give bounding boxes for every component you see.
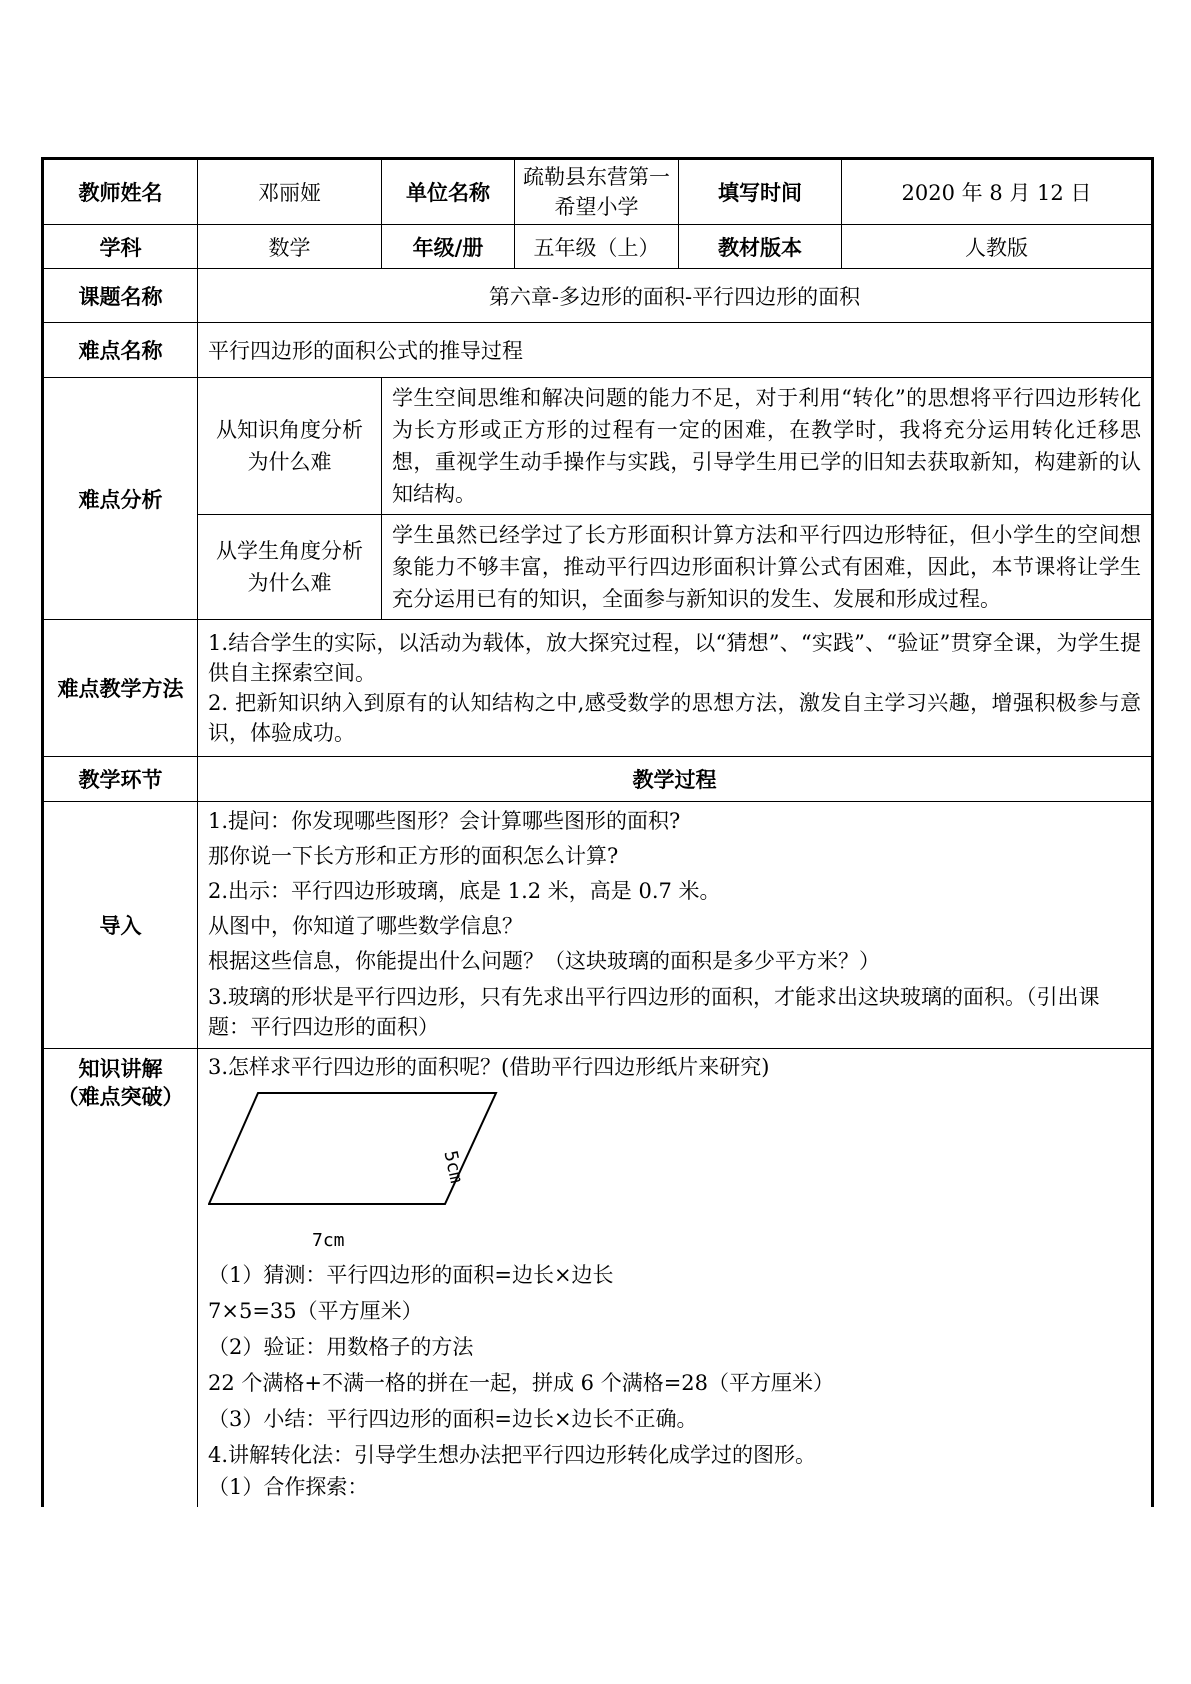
difficulty-label: 难点名称 (43, 323, 198, 378)
knowledge-content (198, 1049, 1153, 1508)
topic-label: 课题名称 (43, 269, 198, 323)
difficulty-value: 平行四边形的面积公式的推导过程 (198, 323, 1153, 378)
analysis-row-student (43, 515, 1153, 620)
fill-date-value: 2020 年 8 月 12 日 (842, 159, 1153, 225)
knowledge-line-2: 7×5=35（平方厘米） (208, 1299, 423, 1323)
knowledge-line-4: 22 个满格+不满一格的拼在一起，拼成 6 个满格=28（平方厘米） (208, 1371, 835, 1395)
intro-line-2: 那你说一下长方形和正方形的面积怎么计算? (208, 844, 619, 868)
intro-line-6: 3.玻璃的形状是平行四边形，只有先求出平行四边形的面积，才能求出这块玻璃的面积。（引出课题：平行四边形的面积） (208, 985, 1100, 1039)
method-row (43, 620, 1153, 757)
intro-line-4: 从图中，你知道了哪些数学信息？ (208, 914, 523, 938)
parallelogram-svg (208, 1085, 528, 1257)
knowledge-row (43, 1049, 1153, 1508)
student-angle-label (198, 515, 382, 620)
student-angle-line-2: 为什么难 (247, 571, 332, 595)
student-angle-line-1: 从学生角度分析 (216, 539, 363, 563)
intro-row (43, 802, 1153, 1049)
subject-value: 数学 (198, 225, 382, 269)
knowledge-angle-line-1: 从知识角度分析 (216, 418, 363, 442)
knowledge-label-line-1: 知识讲解 (78, 1057, 163, 1081)
knowledge-label-line-2: （难点突破） (57, 1085, 184, 1109)
grade-label: 年级/册 (382, 225, 515, 269)
knowledge-line-5: （3）小结：平行四边形的面积=边长×边长不正确。 (208, 1407, 698, 1431)
parallelogram-shape (209, 1093, 496, 1204)
knowledge-question: 3.怎样求平行四边形的面积呢？(借助平行四边形纸片来研究) (208, 1055, 770, 1079)
unit-name-line-2: 希望小学 (554, 195, 639, 219)
knowledge-angle-line-2: 为什么难 (247, 450, 332, 474)
knowledge-line-7: （1）合作探索： (208, 1475, 369, 1499)
knowledge-line-6: 4.讲解转化法：引导学生想办法把平行四边形转化成学过的图形。 (208, 1443, 817, 1467)
edition-label: 教材版本 (679, 225, 842, 269)
edition-value: 人教版 (842, 225, 1153, 269)
knowledge-line-3: （2）验证：用数格子的方法 (208, 1335, 474, 1359)
subject-label: 学科 (43, 225, 198, 269)
knowledge-line-1: （1）猜测：平行四边形的面积=边长×边长 (208, 1263, 614, 1287)
lesson-plan-table (41, 157, 1154, 1507)
student-angle-text: 学生虽然已经学过了长方形面积计算方法和平行四边形特征，但小学生的空间想象能力不够丰富，推动平行四边形面积计算公式有困难，因此，本节课将让学生充分运用已有的知识，全面参与新知识的发生、发展和形成过程。 (382, 515, 1153, 620)
lesson-plan-sheet (41, 157, 1151, 1507)
grade-value: 五年级（上） (515, 225, 679, 269)
header-row-1 (43, 159, 1153, 225)
side-length-label: 5cm (439, 1148, 467, 1185)
intro-line-5: 根据这些信息，你能提出什么问题？（这块玻璃的面积是多少平方米？） (208, 949, 880, 973)
method-content (198, 620, 1153, 757)
topic-value: 第六章-多边形的面积-平行四边形的面积 (198, 269, 1153, 323)
knowledge-angle-text: 学生空间思维和解决问题的能力不足，对于利用“转化”的思想将平行四边形转化为长方形或正方形的过程有一定的困难，在教学时，我将充分运用转化迁移思想，重视学生动手操作与实践，引导学生用已学的旧知去获取新知，构建新的认知结构。 (382, 378, 1153, 515)
base-length-label: 7cm (312, 1230, 345, 1251)
unit-name-label: 单位名称 (382, 159, 515, 225)
teacher-name-label: 教师姓名 (43, 159, 198, 225)
intro-line-1: 1.提问：你发现哪些图形？会计算哪些图形的面积? (208, 809, 681, 833)
knowledge-angle-label (198, 378, 382, 515)
method-item-2: 2. 把新知识纳入到原有的认知结构之中,感受数学的思想方法，激发自主学习兴趣，增强积极参与意识，体验成功。 (208, 691, 1141, 745)
unit-name-line-1: 疏勒县东营第一 (523, 165, 670, 189)
teacher-name-value: 邓丽娅 (198, 159, 382, 225)
intro-content (198, 802, 1153, 1049)
header-row-2 (43, 225, 1153, 269)
parallelogram-figure (208, 1085, 1141, 1257)
difficulty-row (43, 323, 1153, 378)
process-header: 教学过程 (198, 757, 1153, 802)
topic-row (43, 269, 1153, 323)
fill-date-label: 填写时间 (679, 159, 842, 225)
intro-line-3: 2.出示：平行四边形玻璃，底是 1.2 米，高是 0.7 米。 (208, 879, 721, 903)
unit-name-value (515, 159, 679, 225)
knowledge-label (43, 1049, 198, 1508)
method-item-1: 1.结合学生的实际，以活动为载体，放大探究过程，以“猜想”、“实践”、“验证”贯穿全课，为学生提供自主探索空间。 (208, 631, 1141, 685)
intro-label: 导入 (43, 802, 198, 1049)
process-header-row (43, 757, 1153, 802)
method-label: 难点教学方法 (43, 620, 198, 757)
analysis-label: 难点分析 (43, 378, 198, 620)
stage-header: 教学环节 (43, 757, 198, 802)
analysis-row-knowledge (43, 378, 1153, 515)
